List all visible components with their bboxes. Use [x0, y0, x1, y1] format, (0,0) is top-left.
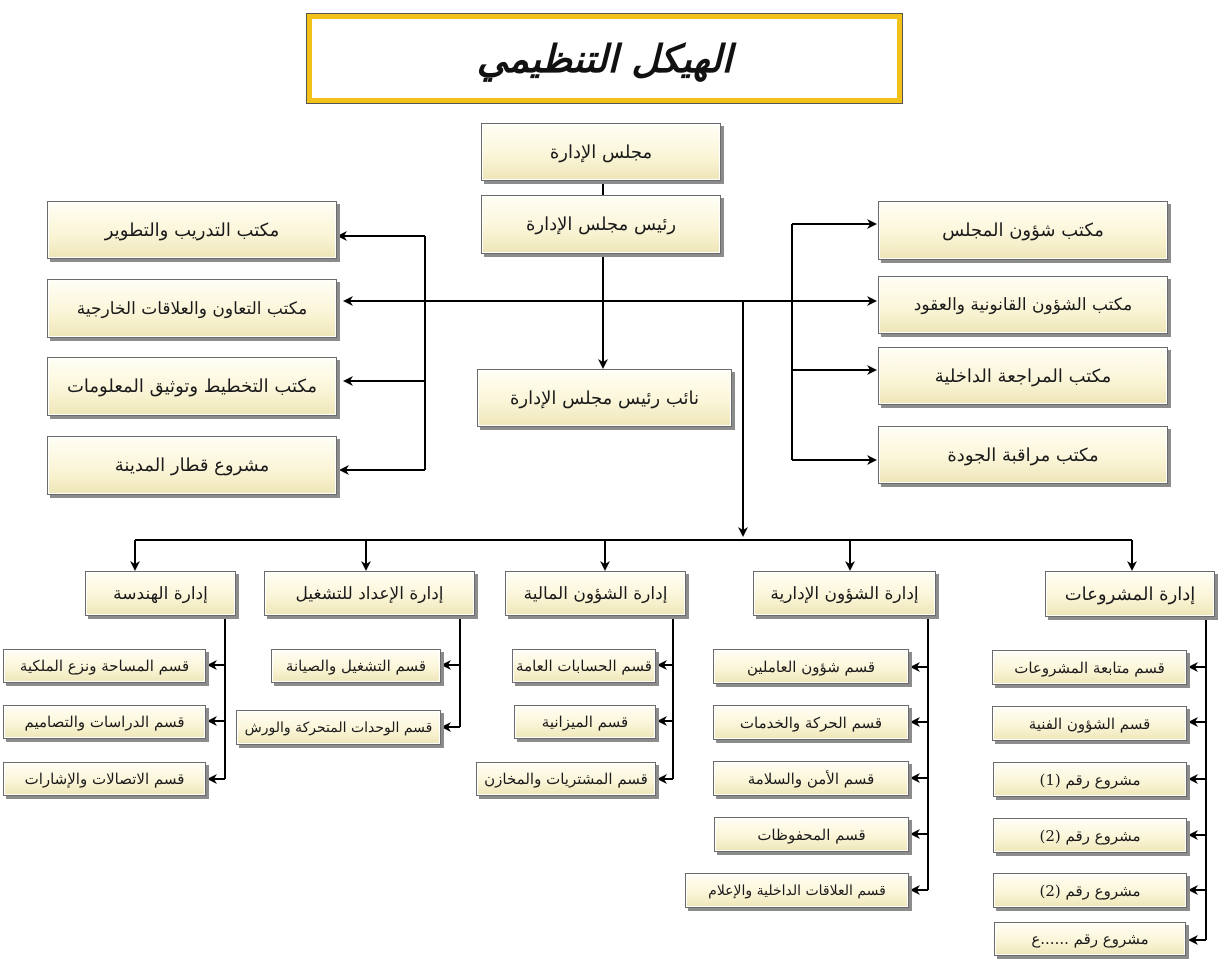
- section-services-box: قسم الحركة والخدمات: [713, 705, 909, 740]
- project-1-box: مشروع رقم (1): [993, 762, 1187, 797]
- dept-projects-box: إدارة المشروعات: [1045, 571, 1215, 617]
- section-procurement-box: قسم المشتريات والمخازن: [476, 762, 656, 796]
- office-board-affairs-box: مكتب شؤون المجلس: [878, 201, 1168, 260]
- section-archives-box: قسم المحفوظات: [714, 817, 909, 852]
- office-audit-box: مكتب المراجعة الداخلية: [878, 347, 1168, 405]
- section-telecom-box: قسم الاتصالات والإشارات: [3, 762, 206, 796]
- chart-title-frame: [307, 14, 902, 103]
- section-studies-box: قسم الدراسات والتصاميم: [3, 705, 206, 739]
- section-security-box: قسم الأمن والسلامة: [713, 761, 909, 796]
- office-cooperation-box: مكتب التعاون والعلاقات الخارجية: [47, 279, 337, 338]
- dept-finance-box: إدارة الشؤون المالية: [505, 571, 686, 616]
- project-train-box: مشروع قطار المدينة: [47, 436, 337, 495]
- section-budget-box: قسم الميزانية: [514, 705, 656, 739]
- dept-operations-box: إدارة الإعداد للتشغيل: [264, 571, 475, 616]
- chairman-box: رئيس مجلس الإدارة: [481, 195, 721, 254]
- board-box: مجلس الإدارة: [481, 123, 721, 181]
- section-followup-box: قسم متابعة المشروعات: [992, 650, 1187, 685]
- project-2-box: مشروع رقم (2): [993, 818, 1187, 853]
- office-training-box: مكتب التدريب والتطوير: [47, 201, 337, 259]
- dept-engineering-box: إدارة الهندسة: [85, 571, 236, 616]
- section-survey-box: قسم المساحة ونزع الملكية: [3, 649, 206, 683]
- chart-title: الهيكل التنظيمي: [476, 36, 733, 81]
- section-rolling-stock-box: قسم الوحدات المتحركة والورش: [236, 710, 441, 745]
- section-technical-box: قسم الشؤون الفنية: [992, 706, 1187, 741]
- section-relations-box: قسم العلاقات الداخلية والإعلام: [685, 873, 909, 908]
- office-legal-box: مكتب الشؤون القانونية والعقود: [878, 276, 1168, 334]
- section-maintenance-box: قسم التشغيل والصيانة: [271, 649, 441, 683]
- dept-admin-box: إدارة الشؤون الإدارية: [753, 571, 936, 616]
- project-2b-box: مشروع رقم (2): [993, 873, 1187, 908]
- section-accounts-box: قسم الحسابات العامة: [512, 649, 656, 683]
- section-personnel-box: قسم شؤون العاملين: [713, 649, 909, 684]
- project-n-box: مشروع رقم ......ع: [994, 922, 1186, 956]
- vice-chairman-box: نائب رئيس مجلس الإدارة: [477, 369, 732, 427]
- office-planning-box: مكتب التخطيط وتوثيق المعلومات: [47, 357, 337, 416]
- office-quality-box: مكتب مراقبة الجودة: [878, 426, 1168, 484]
